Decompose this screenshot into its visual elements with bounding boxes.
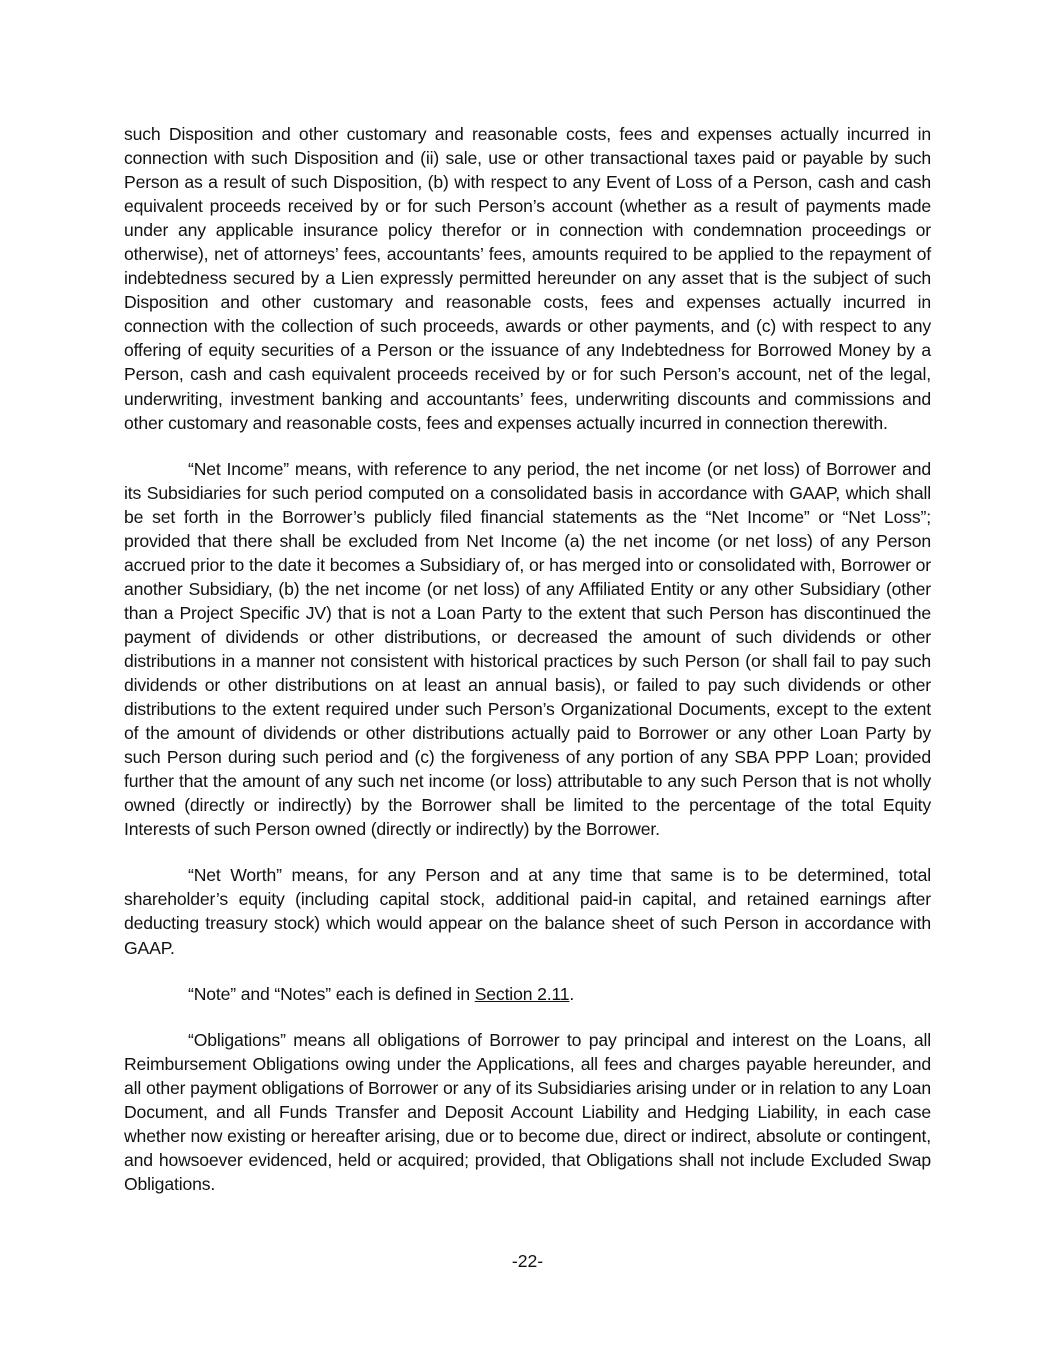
note-definition-text: “Note” and “Notes” each is defined in bbox=[188, 983, 475, 1004]
paragraph-net-proceeds-continuation: such Disposition and other customary and reasonable costs, fees and expenses actually incurred in connection with such Disposition and (ii) sale, use or other transactional taxes paid or payable by such Person as a result of such Disposition, (b) with respect to any Event of Loss of a Person, cash and cash equivalent proceeds received by or for such Person’s account (whether as a result of payments made under any applicable insurance policy therefor or in connection with condemnation proceedings or otherwise), net of attorneys’ fees, accountants’ fees, amounts required to be applied to the repayment of indebtedness secured by a Lien expressly permitted hereunder on any asset that is the subject of such Disposition and other customary and reasonable costs, fees and expenses actually incurred in connection with the collection of such proceeds, awards or other payments, and (c) with respect to any offering of equity securities of a Person or the issuance of any Indebtedness for Borrowed Money by a Person, cash and cash equivalent proceeds received by or for such Person’s account, net of the legal, underwriting, investment banking and accountants’ fees, underwriting discounts and commissions and other customary and reasonable costs, fees and expenses actually incurred in connection therewith. bbox=[124, 124, 931, 433]
paragraph-net-worth-definition: “Net Worth” means, for any Person and at any time that same is to be determined, total shareholder’s equity (including capital stock, additional paid-in capital, and retained earnings after deducting treasury stock) which would appear on the balance sheet of such Person in accordance with GAAP. bbox=[124, 865, 931, 958]
paragraph-obligations-definition: “Obligations” means all obligations of Borrower to pay principal and interest on the Loans, all Reimbursement Obligations owing under the Applications, all fees and charges payable hereunder, and all other payment obligations of Borrower or any of its Subsidiaries arising under or in relation to any Loan Document, and all Funds Transfer and Deposit Account Liability and Hedging Liability, in each case whether now existing or hereafter arising, due or to become due, direct or indirect, absolute or contingent, and howsoever evidenced, held or acquired; provided, that Obligations shall not include Excluded Swap Obligations. bbox=[124, 1029, 931, 1194]
paragraph-net-income-definition: “Net Income” means, with reference to any period, the net income (or net loss) of Borrower and its Subsidiaries for such period computed on a consolidated basis in accordance with GAAP, which shall be set forth in the Borrower’s publicly filed financial statements as the “Net Income” or “Net Loss”; provided that there shall be excluded from Net Income (a) the net income (or net loss) of any Person accrued prior to the date it becomes a Subsidiary of, or has merged into or consolidated with, Borrower or another Subsidiary, (b) the net income (or net loss) of any Affiliated Entity or any other Subsidiary (other than a Project Specific JV) that is not a Loan Party to the extent that such Person has discontinued the payment of dividends or other distributions, or decreased the amount of such dividends or other distributions in a manner not consistent with historical practices by such Person (or shall fail to pay such dividends or other distributions on at least an annual basis), or failed to pay such dividends or other distributions to the extent required under such Person’s Organizational Documents, except to the extent of the amount of dividends or other distributions actually paid to Borrower or any other Loan Party by such Person during such period and (c) the forgiveness of any portion of any SBA PPP Loan; provided further that the amount of any such net income (or loss) attributable to any such Person that is not wholly owned (directly or indirectly) by the Borrower shall be limited to the percentage of the total Equity Interests of such Person owned (directly or indirectly) by the Borrower. bbox=[124, 458, 931, 840]
paragraph-note-definition bbox=[124, 982, 931, 1006]
page-number: -22- bbox=[511, 1251, 544, 1271]
document-body bbox=[124, 122, 931, 1218]
section-reference-link[interactable]: Section 2.11 bbox=[474, 983, 570, 1004]
note-definition-period: . bbox=[569, 983, 575, 1004]
